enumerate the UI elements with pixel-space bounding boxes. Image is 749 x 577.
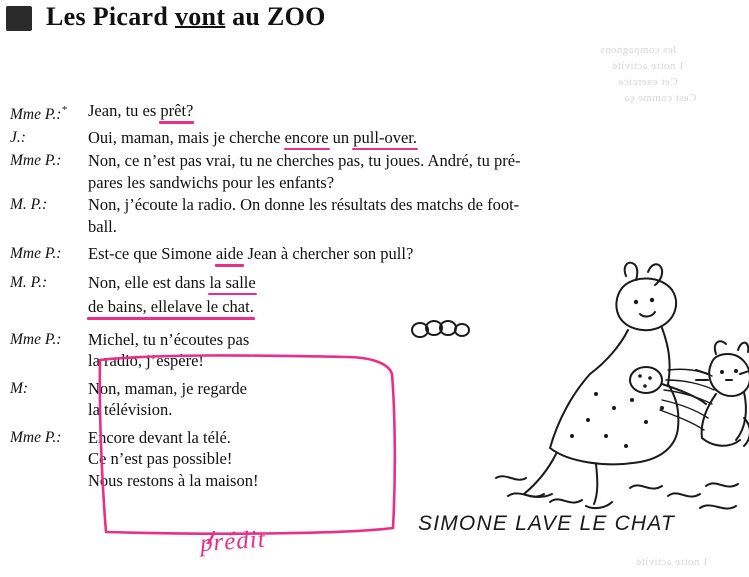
text-run: Jean à chercher son pull?	[243, 244, 414, 264]
speaker-name: Mme P.:	[10, 106, 62, 124]
illustration-caption: SIMONE LAVE LE CHAT	[418, 512, 675, 535]
title-marker-icon	[6, 6, 32, 31]
highlighted-text: pull-over.	[353, 127, 417, 150]
text-run-continuation: la télévision.	[88, 400, 173, 420]
speaker-label: Mme P.:	[10, 428, 62, 446]
speaker-label: M. P.:	[10, 273, 48, 291]
soap-bubbles-icon	[412, 321, 469, 337]
highlighted-text: lave le chat.	[175, 296, 254, 319]
text-run: Oui, maman, mais je cherche	[88, 127, 285, 147]
speaker-label: Mme P.:	[10, 152, 62, 170]
text-run: Encore devant la télé.	[88, 427, 231, 447]
text-run: Michel, tu n’écoutes pas	[88, 329, 250, 349]
title-pre: Les Picard	[46, 2, 175, 31]
dialogue-line	[10, 127, 610, 150]
text-run: Est-ce que Simone	[88, 244, 216, 264]
title-underlined-word: vont	[174, 2, 226, 31]
highlighted-text: de bains, elle	[88, 296, 175, 319]
speaker-label	[10, 100, 88, 126]
dialogue-line	[10, 194, 610, 237]
dialogue-text	[88, 194, 610, 237]
girl-figure	[524, 263, 706, 508]
dialogue-text	[88, 100, 610, 123]
speaker-label: Mme P.:	[10, 245, 62, 263]
highlighted-text: aide	[216, 243, 243, 266]
text-run-continuation: pares les sandwichs pour les enfants?	[88, 172, 335, 192]
text-run: Non, elle est dans	[88, 272, 210, 292]
text-run: Non, ce n’est pas vrai, tu ne cherches pas, tu joues. André, tu pré-	[88, 151, 521, 171]
highlighted-text: encore	[285, 127, 329, 150]
dialogue-line	[10, 150, 610, 193]
text-run-continuation: ball.	[88, 216, 117, 236]
ghost-text: 1 notre activité	[612, 60, 685, 72]
ghost-text: Cest comme ça	[624, 92, 697, 104]
speaker-label: M. P.:	[10, 196, 48, 214]
highlighted-text: la salle	[209, 272, 255, 295]
page-title	[46, 2, 326, 32]
text-run-continuation: Ce n’est pas possible!	[88, 449, 233, 469]
dialogue-line	[10, 100, 610, 126]
text-run-continuation: la radio, j’espère!	[88, 351, 204, 371]
speaker-label: M:	[10, 379, 29, 397]
text-run: Jean, tu es	[88, 101, 161, 120]
highlighted-text: prêt?	[160, 100, 193, 123]
speaker-label: Mme P.:	[10, 330, 62, 348]
footnote-marker: *	[61, 104, 67, 116]
ghost-text: les compagnons	[600, 44, 677, 56]
title-row	[0, 2, 749, 38]
text-run: un	[328, 127, 354, 147]
speaker-label: J.:	[10, 128, 26, 146]
text-run: Non, j’écoute la radio. On donne les résultats des matchs de foot-	[88, 195, 520, 215]
title-post: au ZOO	[225, 2, 326, 31]
illustration-cat-washing	[400, 258, 749, 548]
dialogue-text	[88, 127, 610, 150]
water-ground	[496, 476, 738, 508]
handwritten-annotation: prédit	[199, 525, 267, 558]
text-run-continuation: Nous restons à la maison!	[88, 470, 259, 490]
ghost-text: 1 notre activité	[636, 556, 709, 568]
dialogue-text	[88, 150, 610, 193]
ghost-text: Cet exercice	[618, 76, 678, 88]
text-run: Non, maman, je regarde	[88, 378, 247, 398]
